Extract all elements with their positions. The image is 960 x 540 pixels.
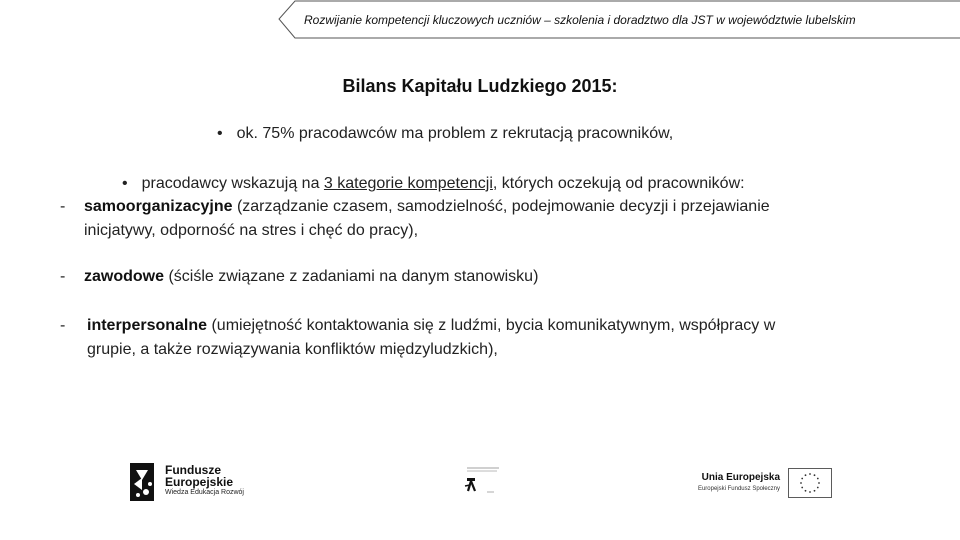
fe-subtitle: Wiedza Edukacja Rozwój [165,489,244,496]
bullet-icon: • [122,175,128,192]
list-item-interpersonalne [87,315,775,337]
unia-europejska-logo [686,466,834,500]
ue-subtitle: Europejski Fundusz Społeczny [697,486,780,492]
header-banner-text: Rozwijanie kompetencji kluczowych uczniów – szkolenia i doradztwo dla JST w województwie lubelskim [304,13,856,27]
bullet-2-text-pre: pracodawcy wskazują na [141,175,324,192]
bullet-icon: • [217,125,223,142]
eu-flag-icon [788,468,832,498]
item-desc-line2: grupie, a także rozwiązywania konfliktów międzyludzkich), [87,341,498,358]
header-banner [278,0,960,39]
item-desc-line1: (zarządzanie czasem, samodzielność, podejmowanie decyzji i przejawianie [232,198,770,215]
list-item-samoorganizacyjne-cont [84,220,418,242]
item-term: interpersonalne [87,317,208,334]
dash-marker: - [60,198,66,215]
regional-figure-icon [461,462,505,498]
list-item-samoorganizacyjne [84,196,770,218]
item-term: samoorganizacyjne [84,198,233,215]
bullet-2-underlined: 3 kategorie kompetencji [323,175,493,192]
regional-logo [461,462,505,498]
fundusze-europejskie-icon [128,460,158,504]
bullet-1-text: ok. 75% pracodawców ma problem z rekrutacją pracowników, [236,125,674,142]
item-desc-line1: (umiejętność kontaktowania się z ludźmi, bycia komunikatywnym, współpracy w [207,317,776,334]
bullet-line-2 [122,173,745,195]
bullet-2-text-post: , których oczekują od pracowników: [492,175,745,192]
ue-title: Unia Europejska [701,472,780,483]
dash-marker: - [60,268,66,285]
slide-title: Bilans Kapitału Ludzkiego 2015: [342,76,618,96]
fundusze-europejskie-logo [128,460,268,506]
bullet-line-1 [217,123,673,145]
fe-logo-text [165,464,233,488]
fe-line2: Europejskie [165,475,234,489]
list-item-zawodowe [84,266,538,288]
dash-marker: - [60,317,66,334]
item-desc-line1: (ściśle związane z zadaniami na danym stanowisku) [164,268,539,285]
item-desc-line2: inicjatywy, odporność na stres i chęć do pracy), [84,222,419,239]
fe-line1: Fundusze [165,463,221,477]
list-item-interpersonalne-cont [87,339,498,361]
item-term: zawodowe [84,268,165,285]
